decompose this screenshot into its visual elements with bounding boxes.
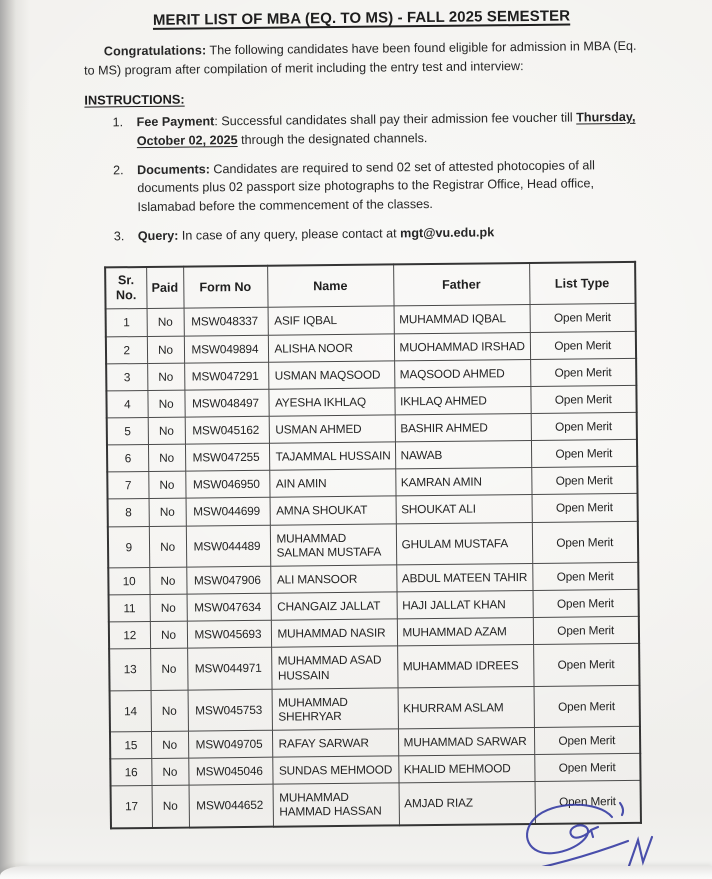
cell-paid: No [148,471,185,499]
cell-sr-no: 12 [109,622,150,650]
header-list-type: List Type [529,262,635,305]
cell-paid: No [150,621,187,649]
cell-form-no: MSW048497 [184,389,268,417]
signature-m-strokes [629,837,652,866]
header-paid: Paid [146,267,183,309]
cell-form-no: MSW044971 [187,648,271,690]
instructions-list [85,108,642,247]
instruction-text: Query: In case of any query, please contact at mgt@vu.edu.pk [137,225,495,244]
cell-father: KHALID MEHMOOD [398,755,534,784]
cell-list-type: Open Merit [533,617,639,645]
cell-list-type: Open Merit [531,467,637,495]
cell-form-no: MSW049705 [188,730,272,758]
cell-form-no: MSW047634 [187,593,271,621]
cell-paid: No [150,648,187,690]
cell-form-no: MSW044699 [186,498,270,526]
cell-paid: No [150,594,187,622]
cell-sr-no: 9 [108,526,149,568]
cell-name: MUHAMMAD HAMMAD HASSAN [273,783,399,826]
cell-form-no: MSW047906 [186,566,270,594]
cell-father: KAMRAN AMIN [395,468,531,497]
cell-father: AMJAD RIAZ [399,782,535,825]
intro-lead: Congratulations: [103,43,207,59]
cell-list-type: Open Merit [530,304,636,332]
cell-sr-no: 15 [110,731,151,759]
cell-sr-no: 3 [106,363,147,391]
cell-list-type: Open Merit [530,331,636,359]
instruction-item [114,222,642,246]
instruction-item [113,155,642,217]
cell-paid: No [151,758,188,786]
cell-name: USMAN MAQSOOD [268,361,394,389]
cell-father: MUHAMMAD SARWAR [398,727,534,756]
cell-name: ASIF IQBAL [268,306,394,334]
cell-form-no: MSW047291 [184,362,268,390]
merit-table [104,261,642,829]
cell-father: NAWAB [395,441,531,470]
cell-list-type: Open Merit [532,562,638,590]
cell-name: MUHAMMAD NASIR [271,619,397,647]
cell-list-type: Open Merit [535,781,641,824]
cell-sr-no: 11 [109,595,150,623]
signature-tail [508,841,628,874]
document-content [83,7,648,829]
cell-father: MUHAMMAD IDREES [397,645,533,688]
cell-form-no: MSW045753 [188,689,272,731]
cell-father: MUHAMMAD AZAM [397,618,533,647]
cell-form-no: MSW048337 [184,308,268,336]
instruction-text: Documents: Candidates are required to send 02 set of attested photocopies of all documents plus 02 passport size photographs to the Registrar Office, Head office, Islamabad before the commencement of the classes. [137,157,595,215]
instruction-number: 3. [113,229,125,244]
cell-name: MUHAMMAD ASAD HUSSAIN [271,646,397,689]
cell-sr-no: 8 [108,499,149,527]
cell-list-type: Open Merit [532,521,638,563]
cell-sr-no: 17 [111,786,152,828]
cell-list-type: Open Merit [531,439,637,467]
cell-father: KHURRAM ASLAM [398,686,534,729]
cell-father: MUOHAMMAD IRSHAD [394,332,530,361]
cell-form-no: MSW044652 [189,785,273,828]
intro-text: The following candidates have been found eligible for admission in MBA (Eq. to MS) program after compilation of merit including the entry test and interview: [83,38,637,78]
cell-name: CHANGAIZ JALLAT [271,592,397,620]
instruction-number: 1. [112,115,124,130]
cell-paid: No [147,308,184,336]
cell-form-no: MSW049894 [184,335,268,363]
cell-father: IKHLAQ AHMED [394,386,530,415]
cell-sr-no: 7 [107,472,148,500]
cell-list-type: Open Merit [530,385,636,413]
cell-form-no: MSW046950 [185,470,269,498]
instruction-number: 2. [113,162,124,177]
instruction-text: Fee Payment: Successful candidates shall pay their admission fee voucher till Thursday, October 02, 2025 through the designated channels. [136,109,636,148]
cell-father: MUHAMMAD IQBAL [394,305,530,334]
cell-paid: No [151,731,188,759]
cell-paid: No [148,417,185,445]
cell-sr-no: 1 [106,309,147,337]
header-name: Name [267,265,393,308]
cell-name: AMNA SHOUKAT [270,496,396,524]
cell-name: USMAN AHMED [269,415,395,443]
cell-list-type: Open Merit [534,685,640,727]
cell-sr-no: 5 [107,417,148,445]
header-sr-no: Sr. No. [105,267,146,309]
cell-paid: No [152,785,189,827]
cell-sr-no: 2 [106,336,147,364]
cell-list-type: Open Merit [533,589,639,617]
cell-paid: No [149,499,186,527]
cell-name: ALI MANSOOR [270,565,396,593]
scan-edge-shadow [0,0,30,879]
cell-paid: No [147,363,184,391]
cell-sr-no: 6 [107,445,148,473]
cell-father: BASHIR AHMED [395,413,531,442]
cell-paid: No [149,567,186,595]
cell-paid: No [149,526,186,568]
cell-father: ABDUL MATEEN TAHIR [396,563,532,592]
cell-form-no: MSW044489 [186,525,270,567]
merit-table-body [106,304,641,828]
cell-form-no: MSW045693 [187,620,271,648]
cell-sr-no: 16 [110,759,151,787]
cell-name: AYESHA IKHLAQ [268,388,394,416]
page-title: MERIT LIST OF MBA (EQ. TO MS) - FALL 2025 SEMESTER [152,7,571,29]
cell-paid: No [151,690,188,732]
table-row [108,521,638,568]
cell-name: MUHAMMAD SALMAN MUSTAFA [270,523,396,566]
cell-list-type: Open Merit [534,753,640,781]
cell-sr-no: 13 [109,649,150,691]
cell-father: MAQSOOD AHMED [394,359,530,388]
paper-bottom-edge [0,866,712,879]
header-form-no: Form No [183,266,267,309]
cell-form-no: MSW045046 [188,757,272,785]
cell-form-no: MSW045162 [185,416,269,444]
instructions-heading: INSTRUCTIONS: [84,91,185,108]
cell-list-type: Open Merit [530,358,636,386]
cell-sr-no: 14 [110,690,151,732]
table-header-row [105,262,635,309]
cell-name: SUNDAS MEHMOOD [272,756,398,784]
intro-paragraph [84,37,640,81]
table-row [110,685,640,732]
cell-father: HAJI JALLAT KHAN [397,591,533,620]
cell-paid: No [147,336,184,364]
cell-name: AIN AMIN [269,469,395,497]
cell-sr-no: 10 [108,567,149,595]
cell-name: RAFAY SARWAR [272,729,398,757]
cell-name: TAJAMMAL HUSSAIN [269,442,395,470]
cell-sr-no: 4 [106,390,147,418]
cell-paid: No [147,390,184,418]
cell-name: ALISHA NOOR [268,333,394,361]
cell-name: MUHAMMAD SHEHRYAR [272,688,398,731]
instruction-item [113,108,641,151]
cell-list-type: Open Merit [534,726,640,754]
cell-paid: No [148,444,185,472]
cell-list-type: Open Merit [532,494,638,522]
table-row [111,781,641,828]
table-row [109,644,639,691]
cell-list-type: Open Merit [531,412,637,440]
cell-list-type: Open Merit [533,644,639,686]
cell-father: GHULAM MUSTAFA [396,522,532,565]
cell-form-no: MSW047255 [185,443,269,471]
cell-father: SHOUKAT ALI [396,495,532,524]
header-father: Father [393,263,529,306]
